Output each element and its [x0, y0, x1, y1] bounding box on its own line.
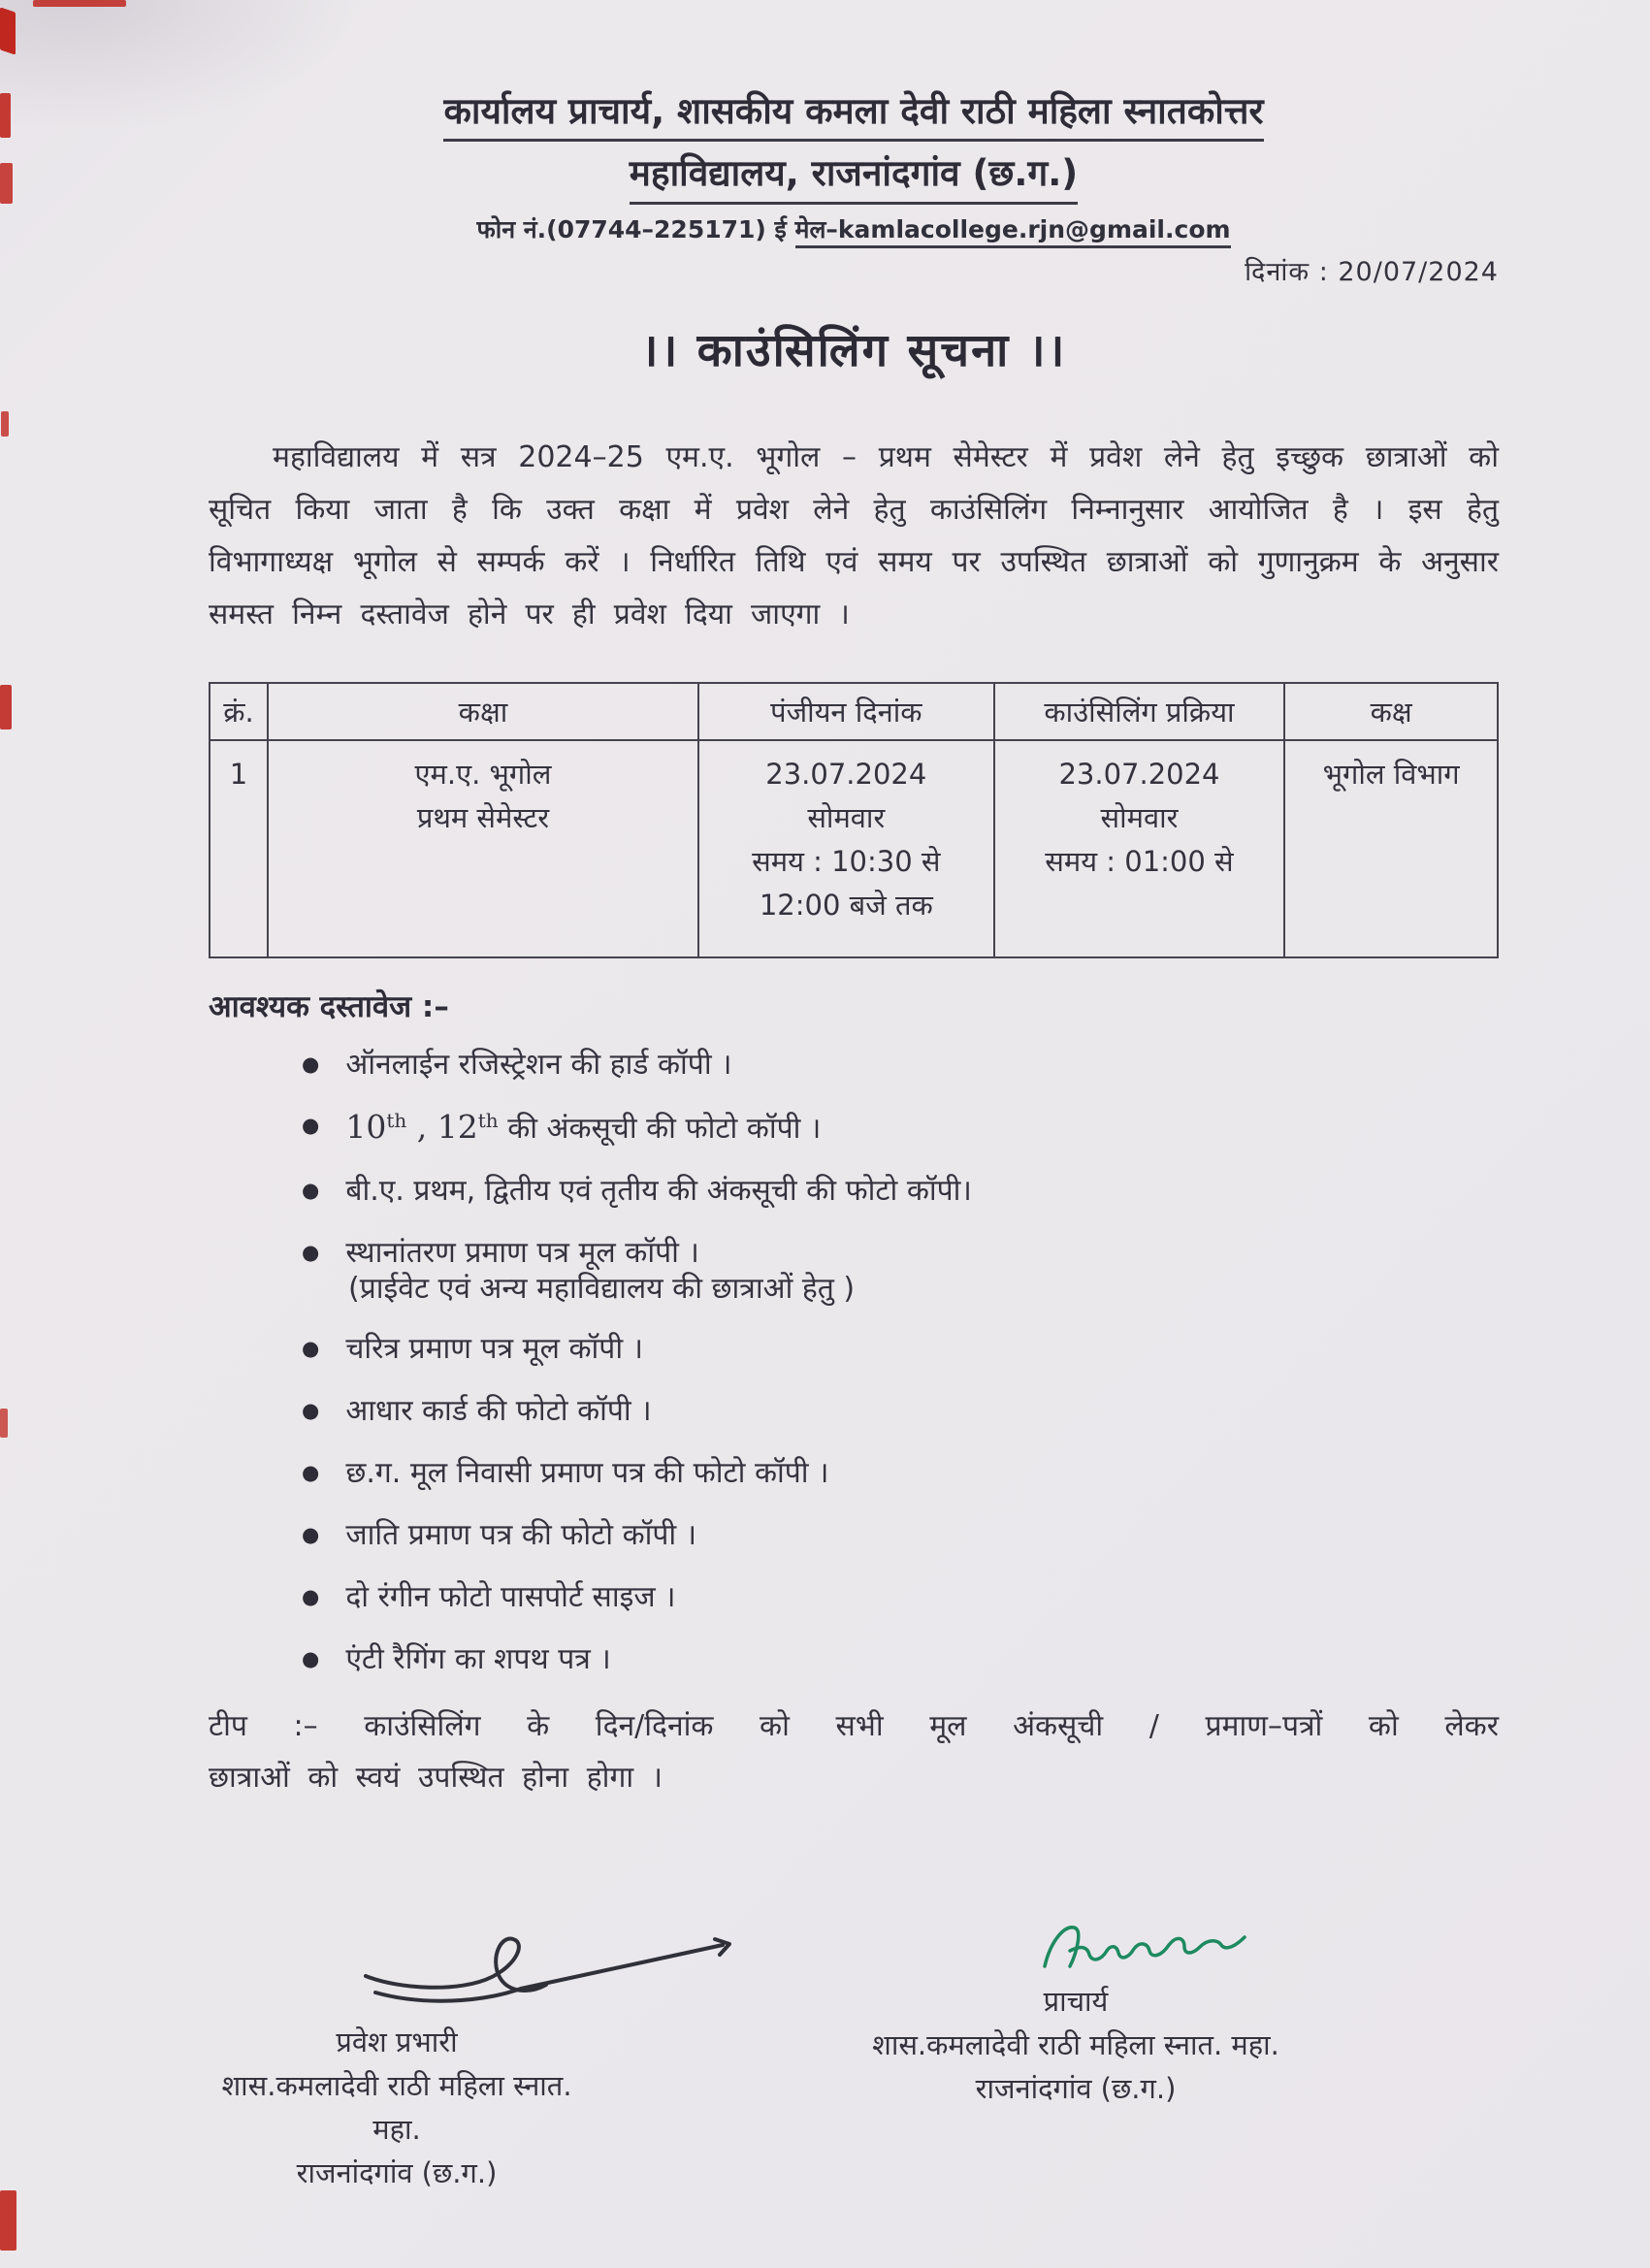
signature-block-admission-incharge: [212, 1918, 581, 2195]
signatory-org-line1: शास.कमलादेवी राठी महिला स्नात. महा.: [221, 2069, 572, 2147]
list-item-text: ऑनलाईन रजिस्ट्रेशन की हार्ड कॉपी ।: [345, 1047, 732, 1082]
bullet-icon: ●: [302, 1337, 320, 1361]
bullet-icon: ●: [302, 1114, 320, 1138]
red-edge-mark: [0, 7, 16, 54]
list-item-subnote: (प्राईवेट एवं अन्य महाविद्यालय की छात्राओं हेतु ): [348, 1272, 856, 1307]
required-documents-heading: आवश्यक दस्तावेज :–: [209, 988, 449, 1024]
note-line2: छात्राओं को स्वयं उपस्थित होना होगा ।: [209, 1760, 663, 1795]
signatory-role: प्रवेश प्रभारी: [336, 2025, 458, 2059]
table-row: [210, 740, 1498, 957]
office-title-line1: कार्यालय प्राचार्य, शासकीय कमला देवी राठी महिला स्नातकोत्तर: [443, 89, 1263, 142]
list-item-text: दो रंगीन फोटो पासपोर्ट साइज ।: [345, 1579, 676, 1614]
red-edge-mark: [0, 685, 12, 729]
red-edge-mark: [0, 1409, 8, 1438]
red-edge-mark: [0, 93, 11, 138]
cell-counselling-process: 23.07.2024 सोमवार समय : 01:00 से: [994, 740, 1285, 957]
list-item-text: चरित्र प्रमाण पत्र मूल कॉपी ।: [345, 1332, 643, 1367]
list-item-text: जाति प्रमाण पत्र की फोटो कॉपी ।: [345, 1517, 697, 1552]
bullet-icon: ●: [302, 1522, 320, 1546]
bullet-icon: ●: [302, 1398, 320, 1422]
office-title-line2: महाविद्यालय, राजनांदगांव (छ.ग.): [630, 151, 1078, 204]
list-item: [302, 1107, 1499, 1149]
contact-line: [209, 214, 1499, 244]
note-line1: टीप :– काउंसिलिंग के दिन/दिनांक को सभी मूल अंकसूची / प्रमाण–पत्रों को लेकर: [209, 1709, 1499, 1744]
red-edge-mark: [0, 163, 13, 204]
col-header-class: कक्षा: [268, 683, 698, 740]
list-item: [302, 1640, 1499, 1679]
handwritten-signature-left: [346, 1918, 754, 2019]
red-edge-mark: [33, 0, 126, 7]
bullet-icon: ●: [302, 1241, 320, 1265]
list-item-text: 10th , 12th की अंकसूची की फोटो कॉपी ।: [345, 1108, 822, 1147]
list-item: [302, 1046, 1499, 1085]
intro-paragraph: महाविद्यालय में सत्र 2024–25 एम.ए. भूगोल – प्रथम सेमेस्टर में प्रवेश लेने हेतु इच्छुक छात्राओं को सूचित किया जाता है कि उक्त कक्षा में प्रवेश लेने हेतु काउंसिलिंग निम्नानुसार आयोजित है । इस हेतु विभागाध्यक्ष भूगोल से सम्पर्क करें । निर्धारित तिथि एवं समय पर उपस्थित छात्राओं को गुणानुक्रम के अनुसार समस्त निम्न दस्तावेज होने पर ही प्रवेश दिया जाएगा ।: [209, 439, 1500, 632]
signatory-org-line2: राजनांदगांव (छ.ग.): [975, 2072, 1177, 2106]
note-paragraph: [209, 1701, 1499, 1803]
list-item: [302, 1454, 1499, 1493]
counselling-schedule-table: [209, 682, 1499, 958]
signature-block-principal: [853, 1918, 1299, 2195]
email-address: मेल–kamlacollege.rjn@gmail.com: [795, 215, 1231, 248]
table-header-row: [210, 683, 1498, 740]
signature-section: [209, 1918, 1499, 2195]
handwritten-signature-right: [1033, 1918, 1256, 1978]
list-item: [302, 1516, 1499, 1555]
bullet-icon: ●: [302, 1179, 320, 1203]
list-item: [302, 1330, 1499, 1369]
signatory-org-line1: शास.कमलादेवी राठी महिला स्नात. महा.: [872, 2028, 1279, 2062]
bullet-icon: ●: [302, 1584, 320, 1608]
col-header-room: कक्ष: [1284, 683, 1498, 740]
required-documents-list: [302, 1046, 1499, 1679]
cell-room: भूगोल विभाग: [1284, 740, 1498, 957]
list-item-text: एंटी रैगिंग का शपथ पत्र ।: [345, 1641, 611, 1676]
red-edge-mark: [0, 2190, 16, 2251]
col-header-registration-date: पंजीयन दिनांक: [698, 683, 994, 740]
list-item-text: बी.ए. प्रथम, द्वितीय एवं तृतीय की अंकसूची की फोटो कॉपी।: [345, 1174, 972, 1209]
notice-date: दिनांक : 20/07/2024: [1245, 256, 1499, 287]
list-item: [302, 1392, 1499, 1431]
bullet-icon: ●: [302, 1460, 320, 1484]
signatory-role: प्राचार्य: [1043, 1985, 1109, 2019]
cell-registration-date: 23.07.2024 सोमवार समय : 10:30 से 12:00 बजे तक: [698, 740, 994, 957]
col-header-serial: क्रं.: [210, 683, 268, 740]
list-item: [302, 1172, 1499, 1211]
list-item: [302, 1578, 1499, 1617]
col-header-counselling-process: काउंसिलिंग प्रक्रिया: [994, 683, 1285, 740]
cell-class: एम.ए. भूगोल प्रथम सेमेस्टर: [268, 740, 698, 957]
list-item-text: स्थानांतरण प्रमाण पत्र मूल कॉपी ।: [345, 1236, 699, 1271]
bullet-icon: ●: [302, 1052, 320, 1076]
letterhead: [209, 89, 1499, 244]
notice-title: ।। काउंसिलिंग सूचना ।।: [640, 323, 1067, 377]
signatory-org-line2: राजनांदगांव (छ.ग.): [296, 2156, 498, 2190]
list-item-text: छ.ग. मूल निवासी प्रमाण पत्र की फोटो कॉपी ।: [345, 1455, 829, 1490]
phone-number: फोन नं.(07744–225171) ई: [476, 214, 795, 243]
cell-serial: 1: [210, 740, 268, 957]
red-edge-mark: [1, 411, 9, 437]
list-item-text: आधार कार्ड की फोटो कॉपी ।: [345, 1393, 652, 1428]
bullet-icon: ●: [302, 1646, 320, 1670]
